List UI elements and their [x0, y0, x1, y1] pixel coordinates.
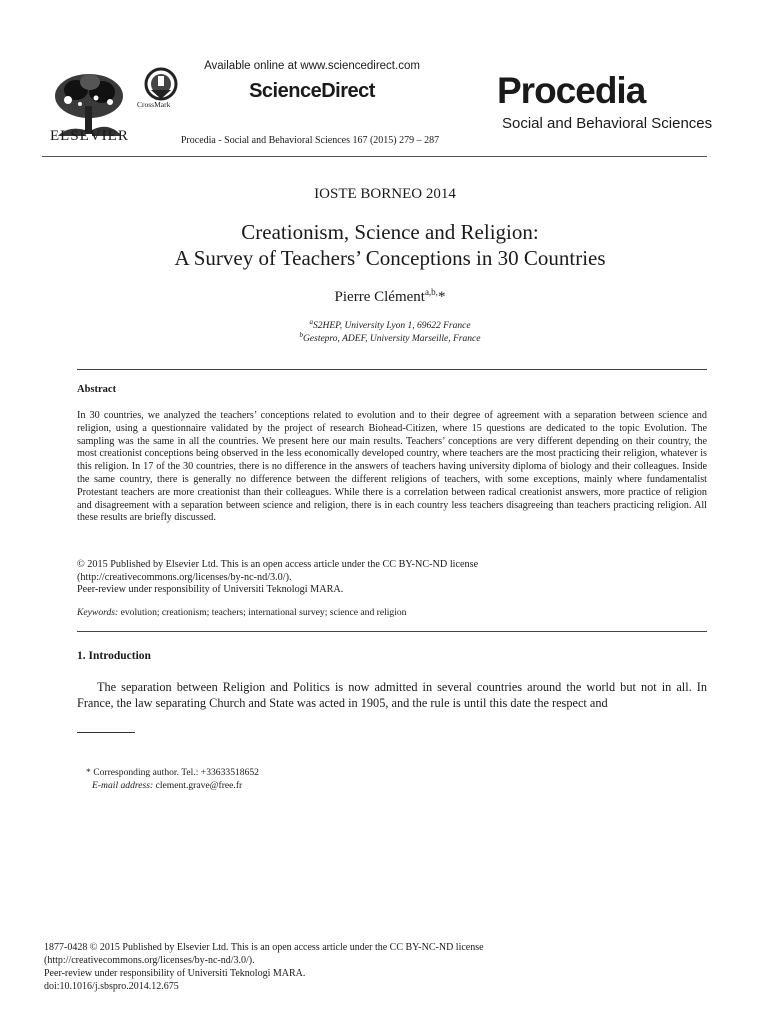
- header-divider: [42, 156, 707, 157]
- author-name: Pierre Clément: [334, 289, 425, 305]
- crossmark-label: CrossMark: [137, 100, 171, 109]
- email-note: [92, 780, 242, 791]
- footer-peer-review: Peer-review under responsibility of Universiti Teknologi MARA.: [44, 968, 306, 979]
- elsevier-wordmark: ELSEVIER: [50, 128, 129, 144]
- affiliation-a-text: S2HEP, University Lyon 1, 69622 France: [312, 321, 471, 332]
- section-heading-introduction: 1. Introduction: [77, 650, 151, 662]
- footer-doi[interactable]: doi:10.1016/j.sbspro.2014.12.675: [44, 981, 179, 992]
- abstract-body: In 30 countries, we analyzed the teachers’ conceptions related to evolution and to their degree of agreement with a separation between science and religion, using a questionnaire validated by the project of research Biohead-Citizen, where 15 questions are dedicated to the topic Evolution. The sampling was the same in all the countries. We present here our main results. Teachers’ conceptions are very different depending on their country, the most creationist conceptions being observed in the less economically developed country, where teachers are the most practicing their religion, whatever is this religion. In 17 of the 30 countries, there is no difference in the answers of teachers having university diploma of biology and their colleagues. Inside the same country, there is generally no difference between the different religions of teachers, with some exceptions, mainly where fundamentalist Protestant teachers are more creationist than their colleagues. While there is a correlation between radical creationist answers, more practice of religion and disagreement with a separation between science and religion, there is in each country less teachers disagreeing than teachers practicing religion. All these results are briefly discussed.: [77, 410, 707, 524]
- corresponding-author-mark: *: [437, 289, 446, 305]
- corresponding-author-note: * Corresponding author. Tel.: +33633518652: [86, 767, 259, 778]
- keywords-list: evolution; creationism; teachers; international survey; science and religion: [120, 607, 407, 618]
- affiliation-a: [0, 318, 770, 331]
- abstract-top-divider: [77, 369, 707, 370]
- affiliation-a-mark: a: [309, 318, 313, 326]
- footer-line-1: 1877-0428 © 2015 Published by Elsevier Ltd. This is an open access article under the CC BY-NC-ND license: [44, 942, 484, 953]
- keywords-label: Keywords:: [77, 607, 119, 618]
- available-online-text: Available online at www.sciencedirect.com: [204, 60, 420, 72]
- footer-copyright-block: [44, 941, 644, 993]
- keywords: [77, 607, 707, 618]
- procedia-subtitle: Social and Behavioral Sciences: [502, 115, 713, 132]
- article-title-line-1: Creationism, Science and Religion:: [241, 220, 539, 244]
- article-title-line-2: A Survey of Teachers’ Conceptions in 30 Countries: [174, 246, 606, 270]
- footnote-divider: [77, 732, 135, 733]
- footer-license-link[interactable]: (http://creativecommons.org/licenses/by-nc-nd/3.0/).: [44, 955, 255, 966]
- author-affiliation-marks: a,b,: [424, 287, 438, 297]
- affiliation-b-text: Gestepro, ADEF, University Marseille, France: [303, 334, 481, 345]
- license-link[interactable]: (http://creativecommons.org/licenses/by-nc-nd/3.0/).: [77, 571, 292, 583]
- email-address[interactable]: clement.grave@free.fr: [155, 780, 243, 791]
- abstract-bottom-divider: [77, 631, 707, 632]
- license-notice: [77, 559, 707, 597]
- sciencedirect-logo: ScienceDirect: [249, 80, 375, 102]
- journal-reference: Procedia - Social and Behavioral Sciences 167 (2015) 279 – 287: [180, 135, 440, 146]
- email-label: E-mail address:: [92, 780, 154, 791]
- conference-name: IOSTE BORNEO 2014: [314, 186, 456, 202]
- peer-review-line: Peer-review under responsibility of Universiti Teknologi MARA.: [77, 584, 344, 595]
- affiliation-b-mark: b: [299, 331, 304, 339]
- introduction-paragraph: The separation between Religion and Politics is now admitted in several countries around the world but not in all. In France, the law separating Church and State was acted in 1905, and the rule is until this date the respect and: [77, 680, 707, 710]
- abstract-heading: Abstract: [77, 384, 117, 395]
- license-line-1: © 2015 Published by Elsevier Ltd. This is an open access article under the CC BY-NC-ND license: [77, 559, 479, 570]
- author: [0, 287, 770, 306]
- procedia-logo: Procedia: [497, 70, 646, 111]
- affiliation-b: [0, 331, 770, 344]
